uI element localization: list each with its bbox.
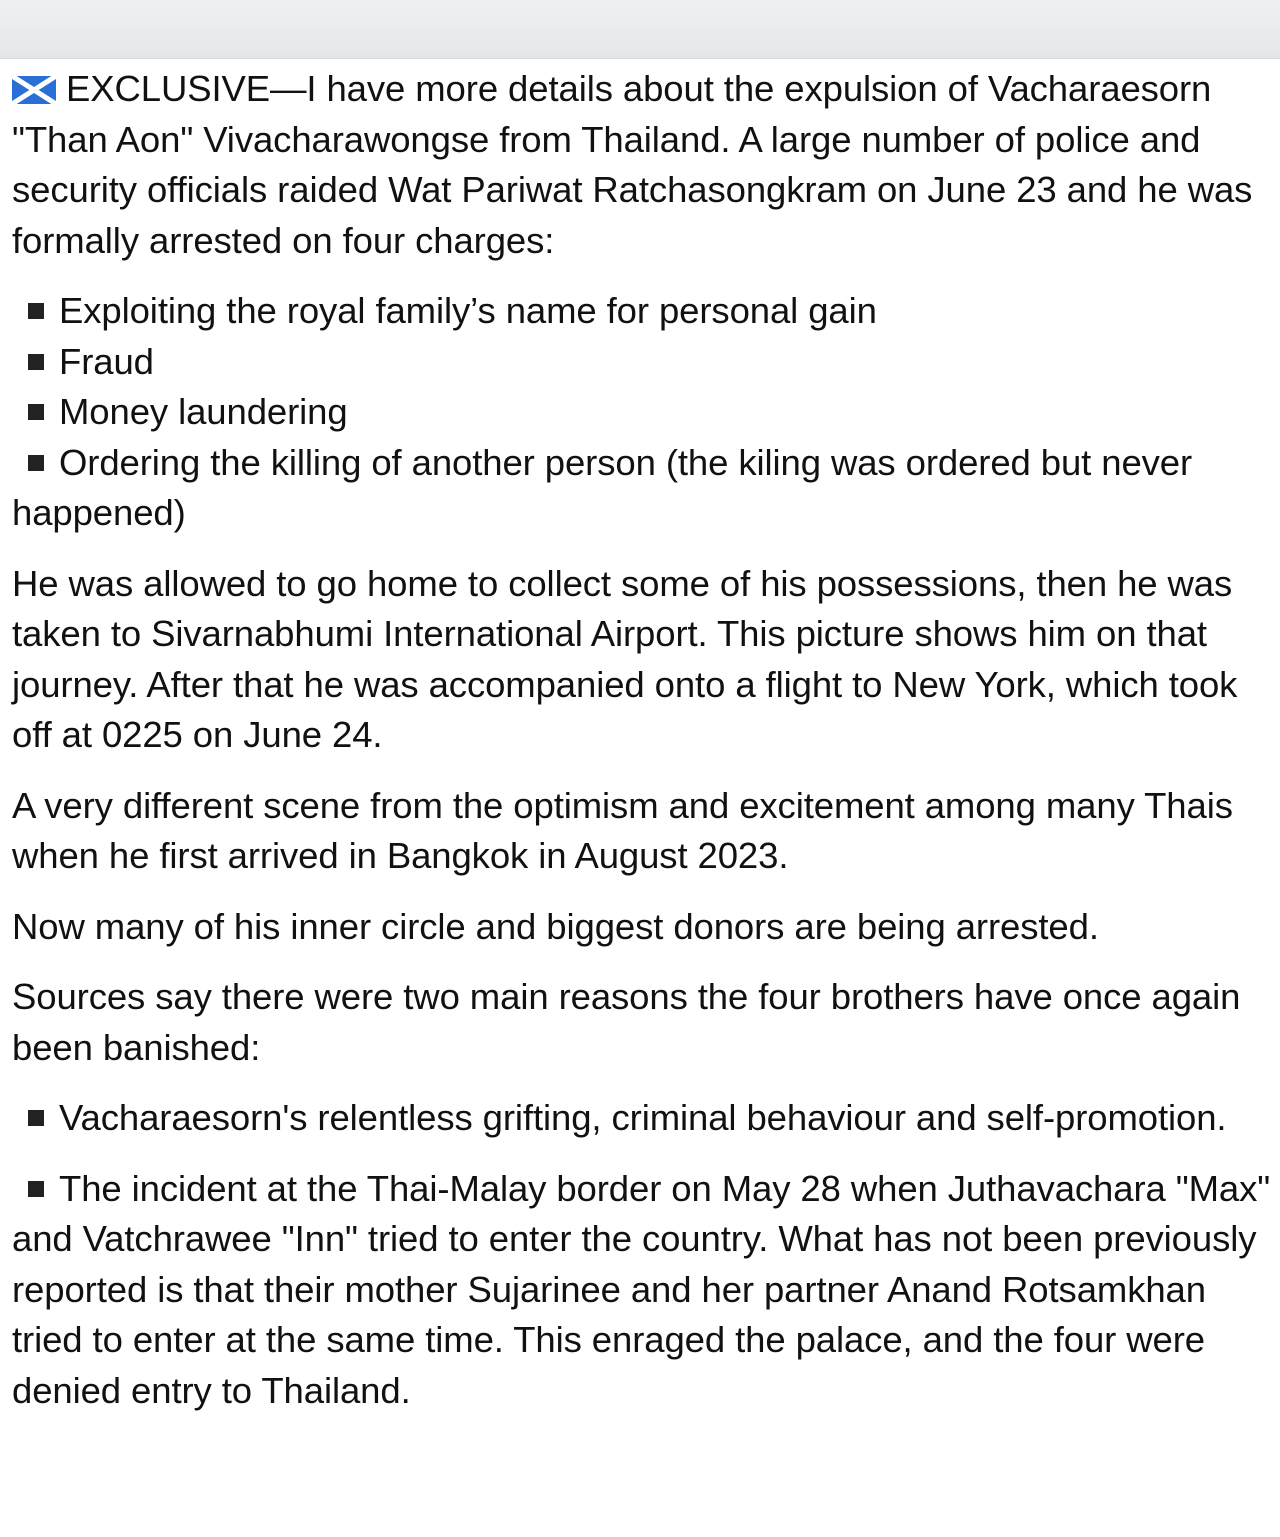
charge-item xyxy=(12,438,1274,539)
post-paragraph-3: A very different scene from the optimism and excitement among many Thais when he first arrived in Bangkok in August 2023. xyxy=(12,784,1233,876)
top-bar xyxy=(0,0,1280,59)
charge-text: Exploiting the royal family’s name for personal gain xyxy=(59,290,877,331)
scotland-flag-icon xyxy=(12,76,56,104)
black-square-icon xyxy=(28,404,44,420)
post-body xyxy=(12,64,1274,1416)
post-paragraph-5: Sources say there were two main reasons the four brothers have once again been banished: xyxy=(12,976,1241,1068)
post-intro-text: EXCLUSIVE—I have more details about the expulsion of Vacharaesorn "Than Aon" Vivacharawongse from Thailand. A large number of police and security officials raided Wat Pariwat Ratchasongkram on June 23 and he was formally arrested on four charges: xyxy=(12,68,1253,261)
reason-text: The incident at the Thai-Malay border on May 28 when Juthavachara "Max" and Vatchrawee "Inn" tried to enter the country. What has not been previously reported is that their mother Sujarinee and her partner Anand Rotsamkhan tried to enter at the same time. This enraged the palace, and the four were denied entry to Thailand. xyxy=(12,1167,1271,1411)
black-square-icon xyxy=(28,1181,44,1197)
post-paragraph-4: Now many of his inner circle and biggest donors are being arrested. xyxy=(12,905,1099,947)
charge-text: Fraud xyxy=(59,340,154,382)
black-square-icon xyxy=(28,354,44,370)
charge-item xyxy=(12,387,1274,438)
charge-text: Ordering the killing of another person (the kiling was ordered but never happened) xyxy=(12,441,1193,533)
black-square-icon xyxy=(28,1110,44,1126)
post-paragraph-2: He was allowed to go home to collect some of his possessions, then he was taken to Sivarnabhumi International Airport. This picture shows him on that journey. After that he was accompanied onto a flight to New York, which took off at 0225 on June 24. xyxy=(12,562,1238,755)
black-square-icon xyxy=(28,455,44,471)
post-intro xyxy=(12,64,1274,266)
charge-item xyxy=(12,286,1274,337)
reason-text: Vacharaesorn's relentless grifting, criminal behaviour and self-promotion. xyxy=(59,1097,1227,1138)
reason-item xyxy=(12,1164,1274,1417)
charge-item xyxy=(12,337,1274,388)
charge-text: Money laundering xyxy=(59,391,348,432)
reason-item xyxy=(12,1093,1274,1144)
black-square-icon xyxy=(28,303,44,319)
